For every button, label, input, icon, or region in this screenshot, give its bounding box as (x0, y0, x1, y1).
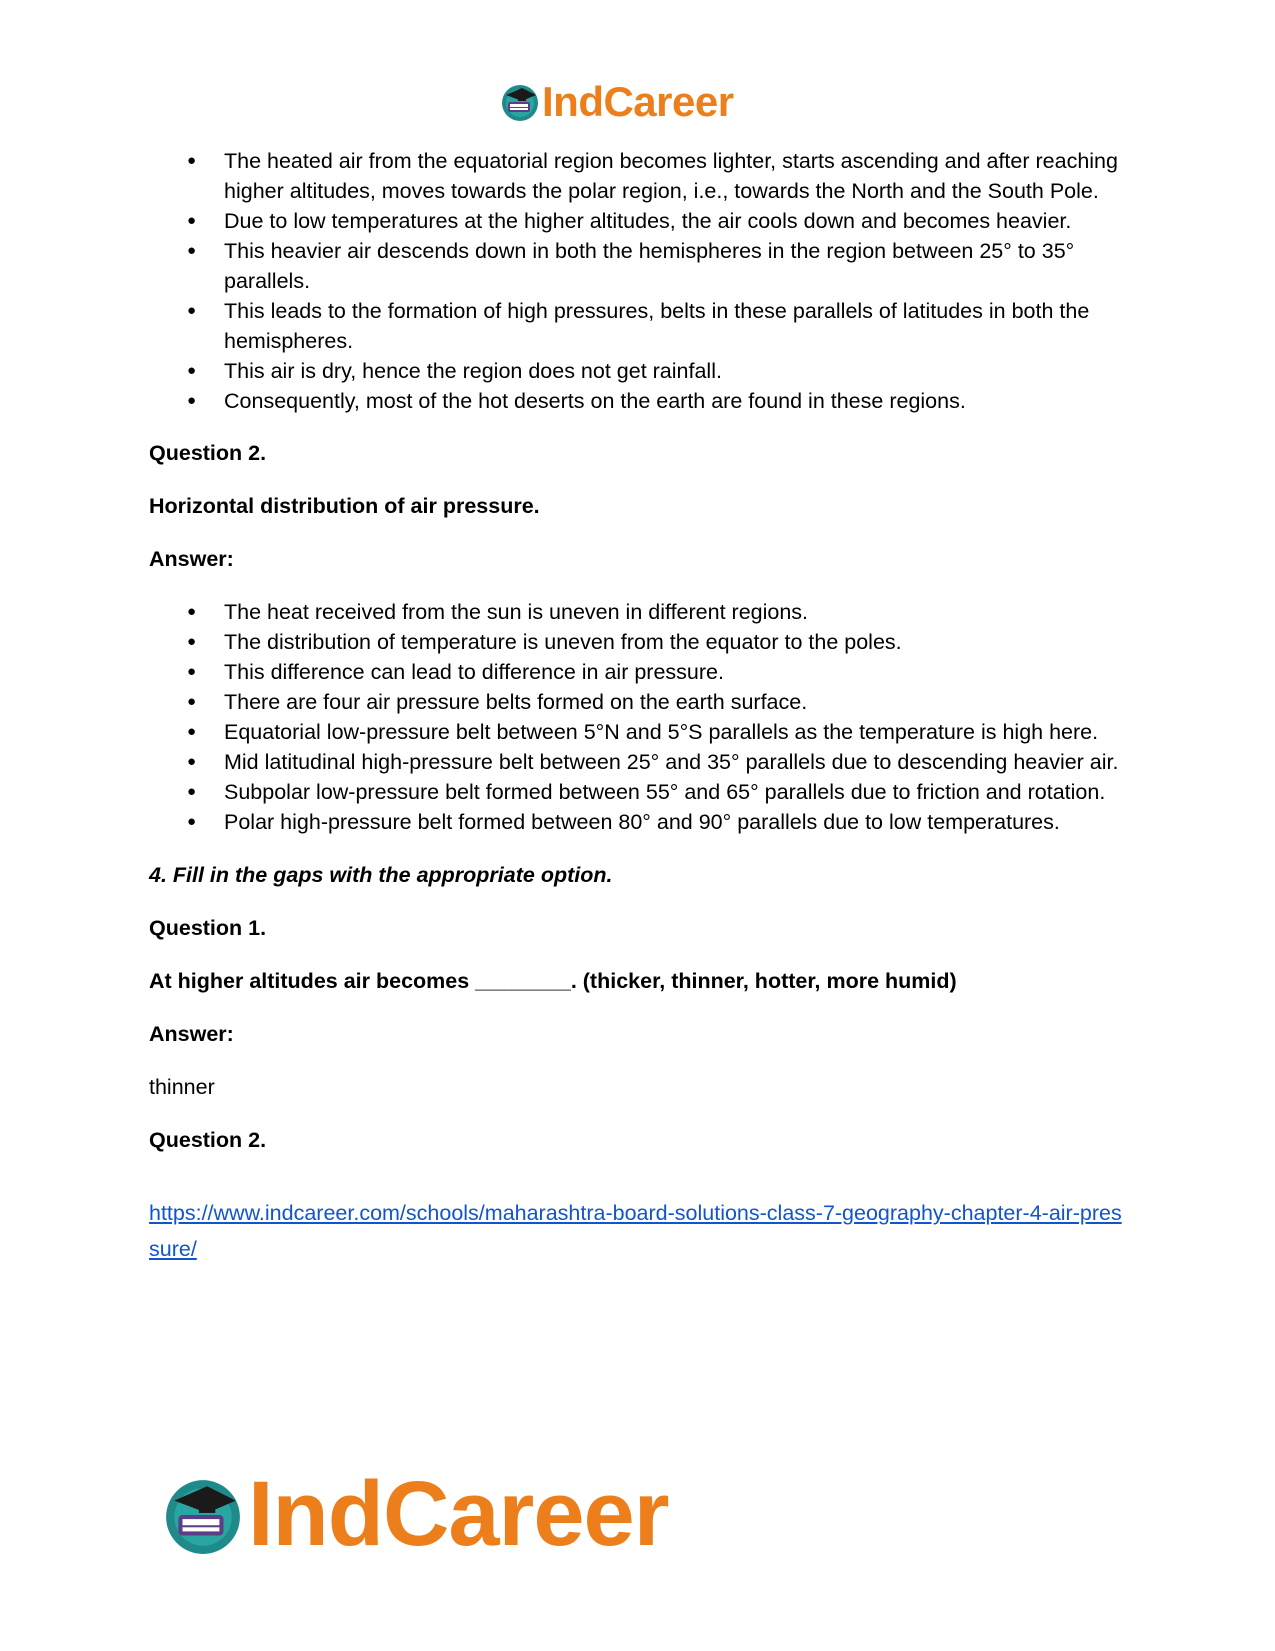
list-item: ● This leads to the formation of high pressures, belts in these parallels of latitudes in both the hemispheres. (149, 296, 1129, 356)
footer-logo (162, 1462, 669, 1567)
question-prompt: At higher altitudes air becomes ________. (thicker, thinner, hotter, more humid) (149, 969, 957, 993)
list-item: ● Polar high-pressure belt formed between 80° and 90° parallels due to low temperatures. (149, 807, 1129, 837)
list-item: ● The heat received from the sun is uneven in different regions. (149, 597, 1129, 627)
graduation-book-icon (162, 1474, 244, 1556)
page-content (149, 146, 1129, 1267)
graduation-book-icon (500, 82, 540, 122)
logo-wordmark: IndCareer (248, 1463, 669, 1565)
list-item: ● The distribution of temperature is uneven from the equator to the poles. (149, 627, 1129, 657)
list-upper (149, 146, 1129, 416)
question-label: Question 2. (149, 441, 267, 465)
list-item: ● Equatorial low-pressure belt between 5°N and 5°S parallels as the temperature is high here. (149, 717, 1129, 747)
list-item: ● This air is dry, hence the region does not get rainfall. (149, 356, 1129, 386)
list-item: ● This heavier air descends down in both the hemispheres in the region between 25° to 35° parallels. (149, 236, 1129, 296)
list-item: ● Mid latitudinal high-pressure belt between 25° and 35° parallels due to descending heavier air. (149, 747, 1129, 777)
question-label: Question 1. (149, 916, 267, 940)
answer-text: thinner (149, 1075, 215, 1099)
list-item: ● The heated air from the equatorial region becomes lighter, starts ascending and after reaching higher altitudes, moves towards the polar region, i.e., towards the North and the South Pole. (149, 146, 1129, 206)
list-item: ● Subpolar low-pressure belt formed between 55° and 65° parallels due to friction and rotation. (149, 777, 1129, 807)
list-lower (149, 597, 1129, 837)
logo-wordmark: IndCareer (542, 78, 734, 125)
question-label: Question 2. (149, 1128, 267, 1152)
list-item: ● This difference can lead to difference in air pressure. (149, 657, 1129, 687)
header-logo (500, 78, 734, 126)
list-item: ● There are four air pressure belts formed on the earth surface. (149, 687, 1129, 717)
list-item: ● Due to low temperatures at the higher altitudes, the air cools down and becomes heavier. (149, 206, 1129, 236)
answer-label: Answer: (149, 547, 234, 571)
section-heading: 4. Fill in the gaps with the appropriate option. (149, 863, 613, 887)
source-link[interactable]: https://www.indcareer.com/schools/maharashtra-board-solutions-class-7-geography-chapter-4-air-pressure/ (149, 1201, 1122, 1261)
answer-label: Answer: (149, 1022, 234, 1046)
list-item: ● Consequently, most of the hot deserts on the earth are found in these regions. (149, 386, 1129, 416)
question-prompt: Horizontal distribution of air pressure. (149, 494, 540, 518)
